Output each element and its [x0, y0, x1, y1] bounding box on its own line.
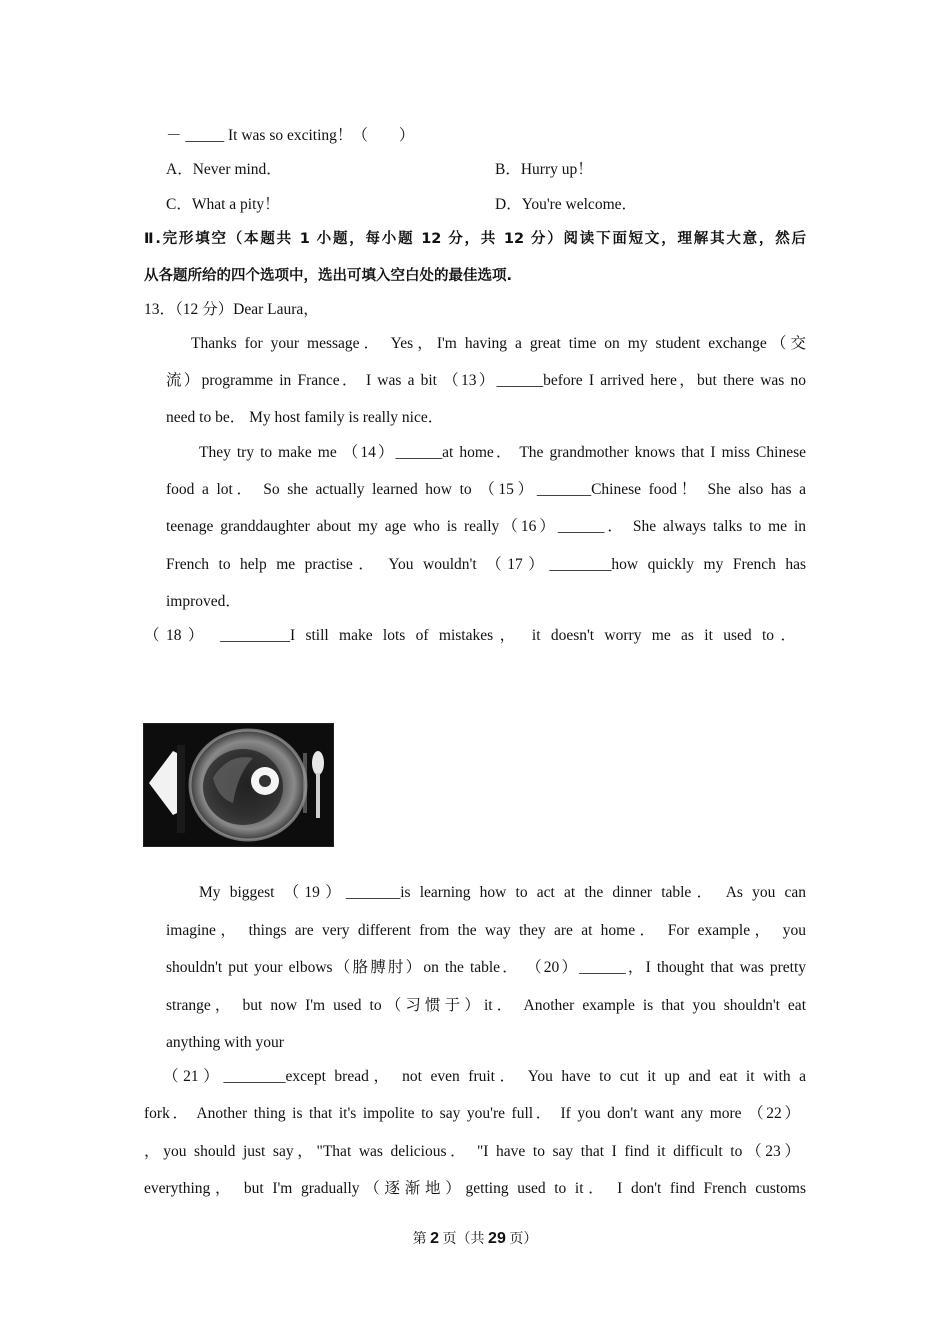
footer-prefix: 第 [412, 1232, 431, 1247]
paragraph-2-line-2: food a lot． So she actually learned how to （15）_______Chinese food！ She also has a [166, 481, 806, 498]
paragraph-4-line-5: anything with your [166, 1034, 284, 1051]
option-text: What a pity！ [191, 196, 280, 213]
section-heading-line-2: 从各题所给的四个选项中，选出可填入空白处的最佳选项. [144, 268, 513, 284]
footer-suffix: 页） [505, 1232, 538, 1247]
question-13-header: 13．（12 分）Dear Laura， [144, 301, 319, 318]
option-c [166, 195, 280, 215]
paragraph-2-line-3: teenage granddaughter about my age who is really（16）______． She always talks to me in [166, 518, 806, 535]
spoon-shape [312, 751, 324, 775]
paragraph-2-line-1: They try to make me （14）______at home． The grandmother knows that I miss Chinese [199, 444, 806, 461]
paragraph-1-line-3: need to be． My host family is really nice． [166, 409, 444, 426]
total-pages: 29 [488, 1230, 506, 1247]
paragraph-5-line-4: everything， but I'm gradually（逐渐地）getting used to it． I don't find French customs [144, 1180, 806, 1197]
paragraph-1-line-1: Thanks for your message． Yes，I'm having a great time on my student exchange（交 [191, 335, 806, 352]
option-b [495, 160, 593, 180]
option-letter: B． [495, 161, 521, 178]
paragraph-5-line-3: ，you should just say，"That was delicious． "I have to say that I find it difficult to（23） [144, 1143, 800, 1160]
paragraph-4-line-3: shouldn't put your elbows（胳膊肘）on the table． （20）______，I thought that was pretty [166, 959, 806, 976]
section-heading-line-1: Ⅱ.完形填空（本题共 1 小题，每小题 12 分，共 12 分）阅读下面短文，理解其大意，然后 [144, 231, 806, 247]
page-number: 2 [430, 1230, 440, 1247]
paragraph-5-line-1: （21）________except bread， not even fruit． You have to cut it up and eat it with a [163, 1068, 806, 1085]
option-letter: D． [495, 196, 522, 213]
page-footer [0, 1229, 950, 1250]
plate-knife-spoon-image [143, 723, 334, 847]
option-text: You're welcome． [521, 196, 637, 213]
paragraph-4-line-4: strange， but now I'm used to（习惯于）it． Another example is that you shouldn't eat [166, 997, 806, 1014]
paragraph-1-line-2: 流）programme in France． I was a bit （13）______before I arrived here，but there was no [166, 372, 806, 389]
option-a [166, 160, 282, 180]
option-letter: A． [166, 161, 193, 178]
question-12-stem: － _____ It was so exciting！（ ） [166, 127, 415, 144]
paragraph-3: （18） _________I still make lots of mistakes， it doesn't worry me as it used to． [144, 627, 796, 644]
paragraph-4-line-1: My biggest （19）_______is learning how to act at the dinner table． As you can [199, 884, 806, 901]
paragraph-5-line-2: fork． Another thing is that it's impolite to say you're full． If you don't want any more （22） [144, 1105, 800, 1122]
footer-middle: 页（共 [439, 1232, 489, 1247]
option-text: Never mind． [192, 161, 282, 178]
paragraph-2-line-4: French to help me practise． You wouldn't （17）________how quickly my French has [166, 556, 806, 573]
option-text: Hurry up！ [520, 161, 593, 178]
option-letter: C． [166, 196, 192, 213]
paragraph-2-line-5: improved． [166, 593, 241, 610]
paragraph-4-line-2: imagine， things are very different from the way they are at home． For example， you [166, 922, 806, 939]
option-d [495, 195, 637, 215]
